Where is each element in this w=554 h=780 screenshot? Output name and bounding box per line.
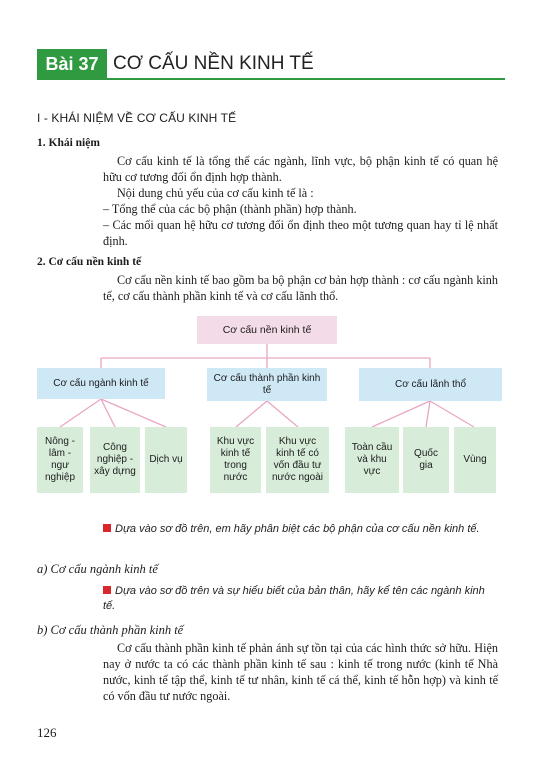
structure-heading: 2. Cơ cấu nền kinh tế bbox=[37, 256, 142, 268]
concept-bullet-1: – Tổng thể của các bộ phận (thành phần) hợp thành. bbox=[103, 202, 357, 216]
foreign-invested-sector-node: Khu vực kinh tế có vốn đầu tư nước ngoài bbox=[266, 427, 329, 493]
page-number: 126 bbox=[37, 725, 57, 740]
domestic-sector-node: Khu vực kinh tế trong nước bbox=[210, 427, 261, 493]
service-node: Dịch vụ bbox=[145, 427, 187, 493]
industry-node: Công nghiệp - xây dựng bbox=[90, 427, 140, 493]
ownership-paragraph: Cơ cấu thành phần kinh tế phản ánh sự tồn tại của các hình thức sở hữu. Hiện nay ở nước ta có các thành phần kinh tế sau : kinh tế trong nước (kinh tế Nhà nước, kinh tế tập thể, kinh tế tư nhân, kinh tế cá thể, kinh tế hỗn hợp) và kinh tế có vốn đầu tư nước ngoài. bbox=[103, 641, 498, 703]
regional-node: Vùng bbox=[454, 427, 496, 493]
sector-structure-node: Cơ cấu ngành kinh tế bbox=[37, 368, 165, 399]
red-square-icon bbox=[103, 524, 111, 532]
red-square-icon bbox=[103, 586, 111, 594]
ownership-section-heading: b) Cơ cấu thành phần kinh tế bbox=[37, 623, 184, 637]
structure-paragraph: Cơ cấu nền kinh tế bao gồm ba bộ phận cơ bản hợp thành : cơ cấu ngành kinh tế, cơ cấu thành phần kinh tế và cơ cấu lãnh thổ. bbox=[103, 273, 498, 303]
concept-paragraph-2: Nội dung chủ yếu của cơ cấu kinh tế là : bbox=[117, 186, 314, 200]
diagram-root-node: Cơ cấu nền kinh tế bbox=[197, 316, 337, 344]
concept-heading: 1. Khái niệm bbox=[37, 137, 100, 149]
concept-paragraph-1: Cơ cấu kinh tế là tổng thể các ngành, lĩnh vực, bộ phận kinh tế có quan hệ hữu cơ tương đối ổn định hợp thành. bbox=[103, 154, 498, 184]
national-node: Quốc gia bbox=[403, 427, 449, 493]
agriculture-node: Nông - lâm - ngư nghiệp bbox=[37, 427, 83, 493]
task-question-1: Dựa vào sơ đồ trên, em hãy phân biệt các bộ phận của cơ cấu nền kinh tế. bbox=[103, 522, 498, 537]
section-heading: I - KHÁI NIỆM VỀ CƠ CẤU KINH TẾ bbox=[37, 111, 237, 125]
lesson-header bbox=[37, 49, 505, 79]
concept-bullet-2: – Các mối quan hệ hữu cơ tương đối ổn định theo một tương quan hay tỉ lệ nhất định. bbox=[103, 218, 498, 248]
task-question-2: Dựa vào sơ đồ trên và sự hiểu biết của bản thân, hãy kể tên các ngành kinh tế. bbox=[103, 585, 485, 612]
lesson-badge: Bài 37 bbox=[37, 49, 107, 79]
global-regional-node: Toàn cầu và khu vực bbox=[345, 427, 399, 493]
territory-structure-node: Cơ cấu lãnh thổ bbox=[359, 368, 502, 401]
sector-section-heading: a) Cơ cấu ngành kinh tế bbox=[37, 562, 158, 576]
ownership-structure-node: Cơ cấu thành phần kinh tế bbox=[207, 368, 327, 401]
title-underline bbox=[37, 78, 505, 80]
lesson-title: CƠ CẤU NỀN KINH TẾ bbox=[113, 53, 314, 74]
